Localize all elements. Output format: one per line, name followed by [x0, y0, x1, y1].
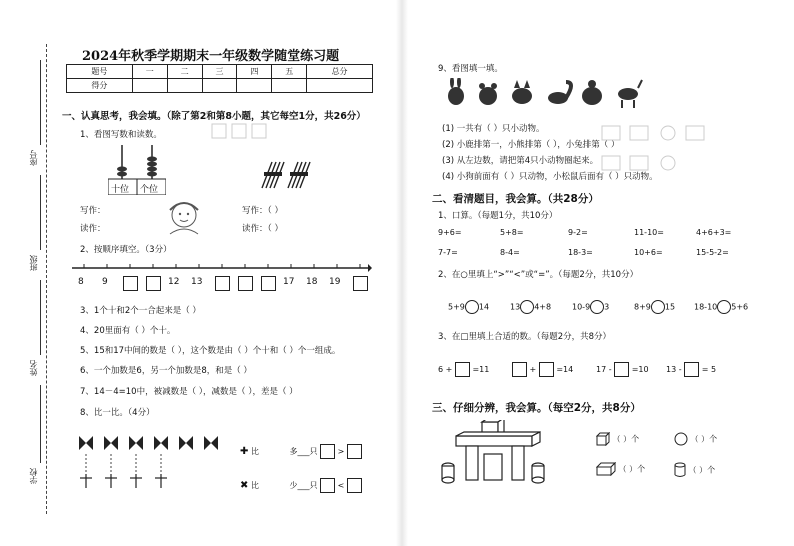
s1-q8: 8、比一比。（4分） — [80, 408, 155, 418]
cube-count-item — [596, 432, 639, 446]
nl-blank-box[interactable] — [146, 276, 161, 291]
q9-item-2: (2) 小鹿排第一，小熊排第（ ），小兔排第（ ） — [442, 140, 620, 150]
compare-circle[interactable] — [465, 300, 479, 314]
class-underline — [40, 175, 41, 250]
cube-icon — [596, 432, 610, 446]
score-header-cell: 三 — [202, 65, 237, 79]
score-header-cell: 总分 — [307, 65, 373, 79]
fill-box[interactable] — [684, 362, 699, 377]
fill-item: + =14 — [512, 362, 573, 377]
score-header-cell: 四 — [237, 65, 272, 79]
write-label-2: 写作：（ ） — [242, 206, 283, 216]
compare-less-row — [240, 478, 362, 493]
fill-item: 13 - = 5 — [666, 362, 716, 377]
read-label-1: 读作： — [80, 224, 106, 234]
nl-label: 17 — [283, 277, 295, 287]
score-header-cell: 五 — [272, 65, 307, 79]
fill-box[interactable] — [512, 362, 527, 377]
score-cell[interactable] — [132, 79, 167, 93]
oral-problem: 4+6+3= — [696, 228, 732, 237]
girl-illustration — [162, 198, 206, 240]
fill-box[interactable] — [539, 362, 554, 377]
page-title: 2024年秋季学期期末一年级数学随堂练习题 — [82, 49, 340, 64]
score-header-cell: 一 — [132, 65, 167, 79]
cylinder-count-blank[interactable]: （ ）个 — [688, 465, 716, 475]
fill-item: 6 + =11 — [438, 362, 489, 377]
oral-problem: 18-3= — [568, 248, 593, 257]
answer-box[interactable] — [320, 444, 335, 459]
sphere-icon — [674, 432, 688, 446]
score-header-cell: 题号 — [67, 65, 133, 79]
nl-blank-box[interactable] — [215, 276, 230, 291]
nl-label: 8 — [78, 277, 84, 287]
dragonfly-icon: ✚ — [240, 446, 249, 457]
fill-box[interactable] — [614, 362, 629, 377]
number-line — [72, 262, 372, 292]
oral-problem: 15-5-2= — [696, 248, 729, 257]
score-value-row — [67, 79, 373, 93]
compare-item: 8+9 15 — [634, 300, 675, 314]
nl-blank-box[interactable] — [123, 276, 138, 291]
nl-label: 9 — [102, 277, 108, 287]
section3-heading: 三、仔细分辨，我会算。（每空2分，共8分） — [432, 402, 641, 414]
q9-item-4: (4) 小狗前面有（ ）只动物，小松鼠后面有（ ）只动物。 — [442, 172, 658, 182]
compare-less-word: 少___只 — [289, 481, 318, 490]
q9-item-1: (1) 一共有（ ）只小动物。 — [442, 124, 545, 134]
score-table — [66, 64, 373, 93]
nl-blank-box[interactable] — [353, 276, 368, 291]
animals-row — [442, 78, 652, 112]
s1-q3: 3、1个十和2个一合起来是（ ） — [80, 306, 201, 316]
matching-lines — [76, 454, 186, 476]
s1-q5: 5、15和17中间的数是（ ），这个数是由（ ）个十和（ ）个一组成。 — [80, 346, 341, 356]
nl-label: 12 — [168, 277, 180, 287]
compare-item: 13 4+8 — [510, 300, 551, 314]
seat-underline — [40, 60, 41, 145]
nl-blank-box[interactable] — [238, 276, 253, 291]
s1-q9: 9、看图填一填。 — [438, 64, 503, 74]
gt-sign: > — [337, 447, 345, 456]
lt-sign: < — [337, 481, 345, 490]
butterfly-icon: ✖ — [240, 480, 249, 491]
stick-bundles-image — [258, 158, 314, 196]
page-fold — [396, 0, 408, 546]
oral-problem: 10+6= — [634, 248, 663, 257]
name-underline — [40, 280, 41, 355]
nl-label: 19 — [329, 277, 341, 287]
score-cell[interactable] — [167, 79, 202, 93]
compare-more-word: 多___只 — [289, 447, 318, 456]
oral-problem: 7-7= — [438, 248, 458, 257]
read-label-2: 读作：（ ） — [242, 224, 283, 234]
oral-problem: 8-4= — [500, 248, 520, 257]
nl-label: 18 — [306, 277, 318, 287]
fill-item: 17 - =10 — [596, 362, 649, 377]
cuboid-count-item — [596, 462, 645, 476]
s1-q4: 4、20里面有（ ）个十。 — [80, 326, 176, 336]
cuboid-count-blank[interactable]: （ ）个 — [618, 464, 646, 474]
cuboid-icon — [596, 462, 616, 476]
score-cell[interactable] — [307, 79, 373, 93]
s2-q2: 2、在○里填上“>”“<”或“=”。（每题2分，共10分） — [438, 270, 639, 280]
bleed-through-shapes — [600, 122, 760, 186]
nl-label: 13 — [191, 277, 203, 287]
cylinder-icon — [674, 462, 686, 478]
compare-circle[interactable] — [717, 300, 731, 314]
q9-item-3: (3) 从左边数，请把第4只小动物圈起来。 — [442, 156, 599, 166]
compare-word: 比 — [250, 481, 259, 490]
score-cell[interactable] — [202, 79, 237, 93]
compare-circle[interactable] — [651, 300, 665, 314]
s1-q1: 1、看图写数和读数。 — [80, 130, 162, 140]
s1-q7: 7、14－4=10中，被减数是（ ），减数是（ ），差是（ ） — [80, 387, 298, 397]
class-label: 班级 — [29, 255, 38, 271]
compare-item: 10-9 3 — [572, 300, 609, 314]
answer-box[interactable] — [347, 444, 362, 459]
name-label: 姓名 — [29, 360, 38, 376]
school-underline — [40, 385, 41, 463]
answer-box[interactable] — [320, 478, 335, 493]
oral-problem: 5+8= — [500, 228, 524, 237]
seat-label: 座号 — [29, 150, 38, 166]
place-tens: 十位 — [111, 185, 130, 195]
sphere-count-item — [674, 432, 717, 446]
section1-heading: 一、认真思考，我会填。（除了第2和第8小题，其它每空1分，共26分） — [62, 111, 366, 122]
score-row-label: 得分 — [67, 79, 133, 93]
sphere-count-blank[interactable]: （ ）个 — [690, 434, 718, 444]
score-cell[interactable] — [237, 79, 272, 93]
nl-blank-box[interactable] — [261, 276, 276, 291]
cylinder-count-item — [674, 462, 715, 478]
compare-word: 比 — [250, 447, 259, 456]
s2-q3: 3、在□里填上合适的数。（每题2分，共8分） — [438, 332, 612, 342]
score-header-cell: 二 — [167, 65, 202, 79]
fill-box[interactable] — [455, 362, 470, 377]
binding-line — [46, 44, 47, 514]
school-label: 学校 — [29, 468, 38, 484]
bleed-through-shapes — [210, 120, 290, 146]
write-label-1: 写作： — [80, 206, 106, 216]
compare-circle[interactable] — [590, 300, 604, 314]
s2-q1: 1、口算。（每题1分，共10分） — [438, 211, 558, 221]
compare-item: 5+9 14 — [448, 300, 489, 314]
compare-item: 18-10 5+6 — [694, 300, 748, 314]
compare-more-row — [240, 444, 362, 459]
score-cell[interactable] — [272, 79, 307, 93]
s1-q6: 6、一个加数是6，另一个加数是8，和是（ ） — [80, 366, 252, 376]
oral-problem: 9+6= — [438, 228, 462, 237]
place-ones: 个位 — [140, 185, 159, 195]
oral-problem: 9-2= — [568, 228, 588, 237]
blocks-image — [440, 420, 550, 494]
s1-q2: 2、按顺序填空。（3分） — [80, 245, 172, 255]
compare-circle[interactable] — [520, 300, 534, 314]
score-header-row — [67, 65, 373, 79]
cube-count-blank[interactable]: （ ）个 — [612, 434, 640, 444]
section2-heading: 二、看清题目，我会算。（共28分） — [432, 193, 599, 205]
answer-box[interactable] — [347, 478, 362, 493]
oral-problem: 11-10= — [634, 228, 664, 237]
